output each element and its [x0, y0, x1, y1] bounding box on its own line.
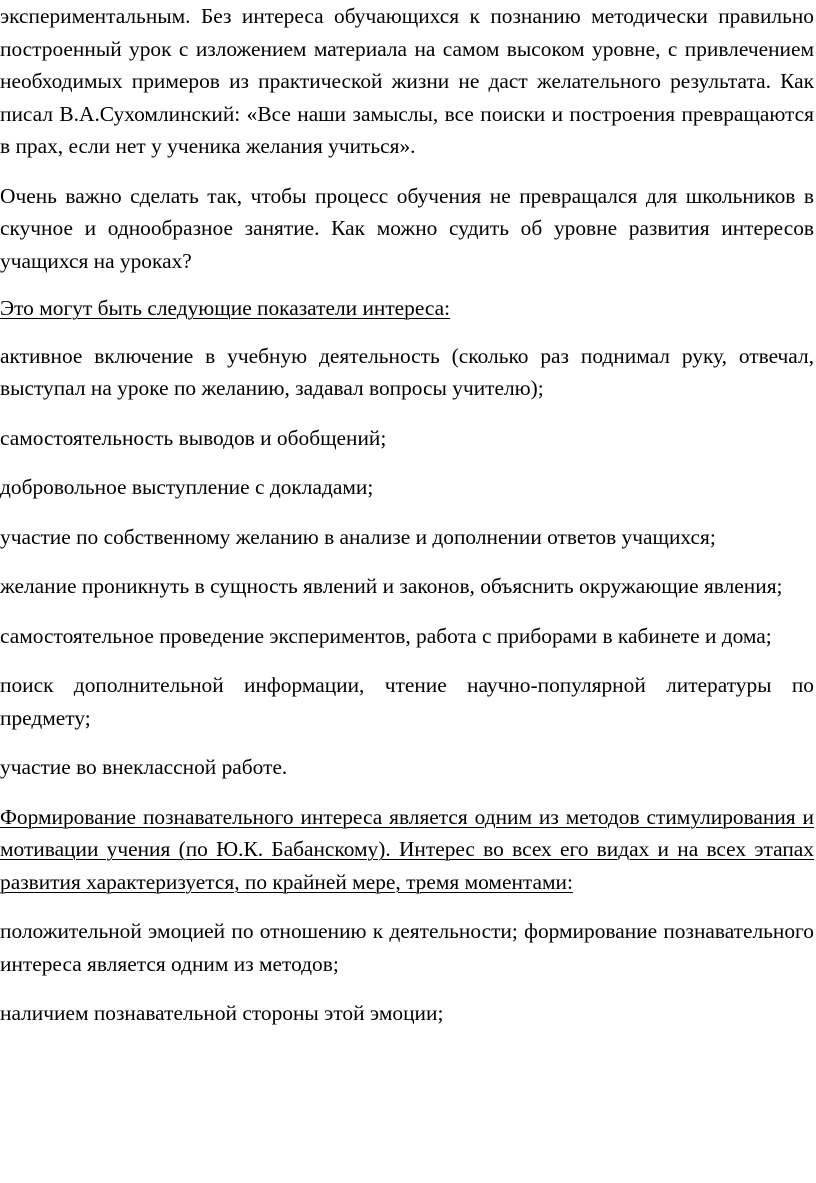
moment-item-1: положительной эмоцией по отношению к деятельности; формирование познавательного интереса является одним из методов;	[0, 919, 814, 976]
moment-item-2: наличием познавательной стороны этой эмоции;	[0, 1001, 444, 1025]
babansky-paragraph: Формирование познавательного интереса является одним из методов стимулирования и мотивации учения (по Ю.К. Бабанскому). Интерес во всех его видах и на всех этапах развития характеризуется, по крайней мере, тремя моментами:	[0, 804, 814, 894]
indicator-item-3: добровольное выступление с докладами;	[0, 475, 374, 499]
indicator-item-2: самостоятельность выводов и обобщений;	[0, 425, 387, 450]
indicator-item-8: участие во внеклассной работе.	[0, 755, 288, 779]
indicator-item-4: участие по собственному желанию в анализе и дополнении ответов учащихся;	[0, 524, 716, 549]
indicator-item-7: поиск дополнительной информации, чтение научно-популярной литературы по предмету;	[0, 673, 814, 730]
indicator-item-5: желание проникнуть в сущность явлений и законов, объяснить окружающие явления;	[0, 574, 783, 598]
indicator-item-1: активное включение в учебную деятельность (сколько раз поднимал руку, отвечал, выступал на уроке по желанию, задавал вопросы учителю);	[0, 343, 814, 400]
indicator-item-6: самостоятельное проведение экспериментов, работа с приборами в кабинете и дома;	[0, 623, 772, 648]
indicators-heading: Это могут быть следующие показатели интереса:	[0, 296, 451, 320]
question-paragraph: Очень важно сделать так, чтобы процесс обучения не превращался для школьников в скучное и однообразное занятие. Как можно судить об уровне развития интересов учащихся на уроках?	[0, 183, 814, 273]
intro-paragraph: экспериментальным. Без интереса обучающихся к познанию методически правильно построенный урок с изложением материала на самом высоком уровне, с привлечением необходимых примеров из практической жизни не даст желательного результата. Как писал В.А.Сухомлинский: «Все наши замыслы, все поиски и построения превращаются в прах, если нет у ученика желания учиться».	[0, 4, 814, 158]
